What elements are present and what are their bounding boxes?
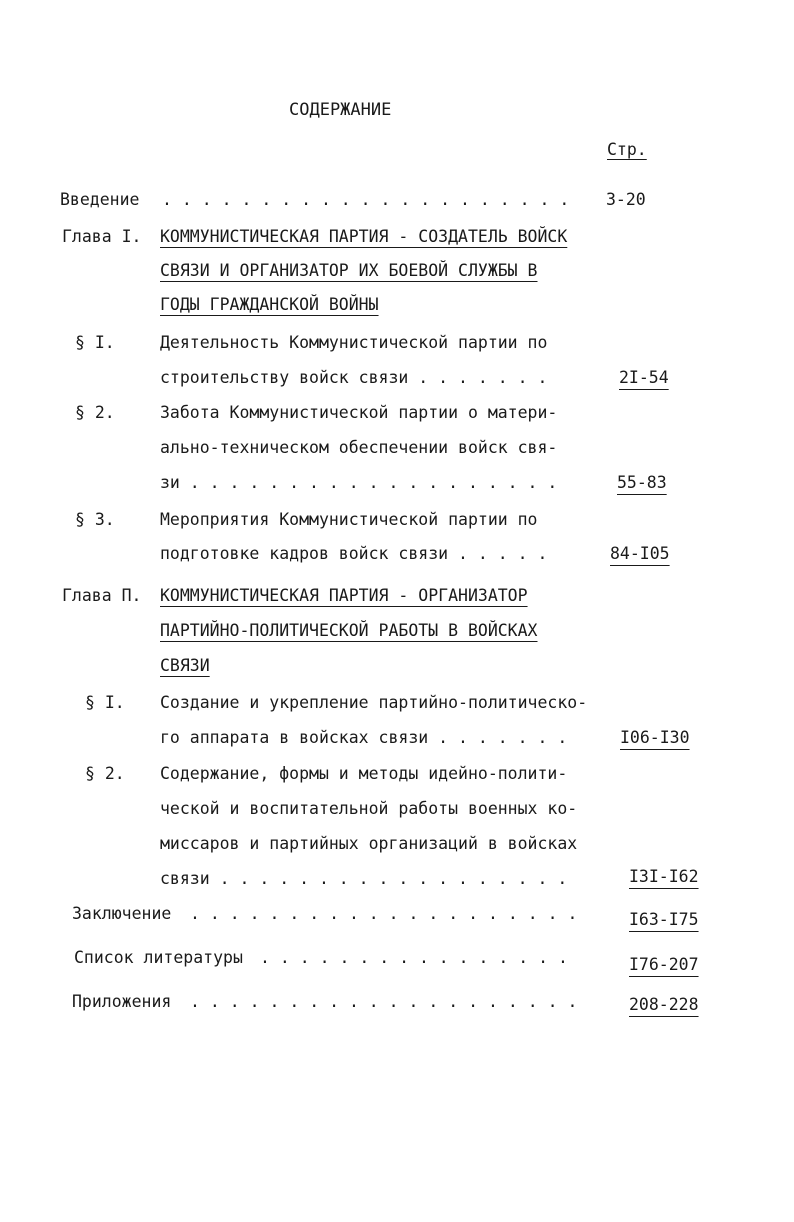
conclusion-label: Заключение	[72, 904, 172, 923]
ch1-sec3-line2: подготовке кадров войск связи . . . . .	[160, 544, 548, 563]
chapter1-title-line3: ГОДЫ ГРАЖДАНСКОЙ ВОЙНЫ	[160, 295, 379, 314]
chapter2-title-line1: КОММУНИСТИЧЕСКАЯ ПАРТИЯ - ОРГАНИЗАТОР	[160, 586, 528, 605]
appendix-label: Приложения	[72, 992, 172, 1011]
page-column-header: Стр.	[607, 140, 647, 159]
chapter1-label: Глава I.	[62, 227, 142, 246]
appendix-leader: . . . . . . . . . . . . . . . . . . . .	[190, 992, 578, 1011]
literature-label: Список литературы	[74, 948, 243, 967]
appendix-pages: 208-228	[629, 995, 699, 1014]
literature-pages: I76-207	[629, 955, 699, 974]
ch1-sec2-line1: Забота Коммунистической партии о матери-	[160, 403, 558, 422]
chapter2-title-line3: СВЯЗИ	[160, 656, 210, 675]
ch1-sec2-line3: зи . . . . . . . . . . . . . . . . . . .	[160, 473, 558, 492]
ch2-sec1-line2: го аппарата в войсках связи . . . . . . .	[160, 728, 568, 747]
literature-leader: . . . . . . . . . . . . . . . .	[260, 948, 568, 967]
intro-pages: 3-20	[606, 190, 646, 209]
ch1-sec2-line2: ально-техническом обеспечении войск свя-	[160, 438, 558, 457]
chapter2-title-line2: ПАРТИЙНО-ПОЛИТИЧЕСКОЙ РАБОТЫ В ВОЙСКАХ	[160, 621, 538, 640]
ch2-sec1-label: § I.	[85, 693, 125, 712]
ch1-sec1-line2: строительству войск связи . . . . . . .	[160, 368, 548, 387]
ch2-sec2-line4: связи . . . . . . . . . . . . . . . . . .	[160, 869, 568, 888]
ch1-sec1-line1: Деятельность Коммунистической партии по	[160, 333, 548, 352]
ch1-sec2-pages: 55-83	[617, 473, 667, 492]
ch1-sec3-label: § 3.	[75, 510, 115, 529]
ch1-sec3-pages: 84-I05	[610, 544, 670, 563]
ch1-sec2-label: § 2.	[75, 403, 115, 422]
ch1-sec1-pages: 2I-54	[619, 368, 669, 387]
ch2-sec2-line3: миссаров и партийных организаций в войсках	[160, 834, 578, 853]
ch1-sec3-line1: Мероприятия Коммунистической партии по	[160, 510, 538, 529]
ch2-sec2-line1: Содержание, формы и методы идейно-полити-	[160, 764, 568, 783]
chapter1-title-line1: КОММУНИСТИЧЕСКАЯ ПАРТИЯ - СОЗДАТЕЛЬ ВОЙСК	[160, 227, 568, 246]
ch2-sec2-pages: I3I-I62	[629, 867, 699, 886]
chapter2-label: Глава П.	[62, 586, 142, 605]
intro-leader: . . . . . . . . . . . . . . . . . . . . .	[162, 190, 570, 209]
ch2-sec2-label: § 2.	[85, 764, 125, 783]
ch2-sec2-line2: ческой и воспитательной работы военных ко-	[160, 799, 578, 818]
chapter1-title-line2: СВЯЗИ И ОРГАНИЗАТОР ИХ БОЕВОЙ СЛУЖБЫ В	[160, 261, 538, 280]
ch1-sec1-label: § I.	[75, 333, 115, 352]
ch2-sec1-pages: I06-I30	[620, 728, 690, 747]
toc-title: СОДЕРЖАНИЕ	[289, 100, 392, 120]
conclusion-leader: . . . . . . . . . . . . . . . . . . . .	[190, 904, 578, 923]
conclusion-pages: I63-I75	[629, 910, 699, 929]
intro-label: Введение	[60, 190, 140, 209]
ch2-sec1-line1: Создание и укрепление партийно-политическо-	[160, 693, 588, 712]
